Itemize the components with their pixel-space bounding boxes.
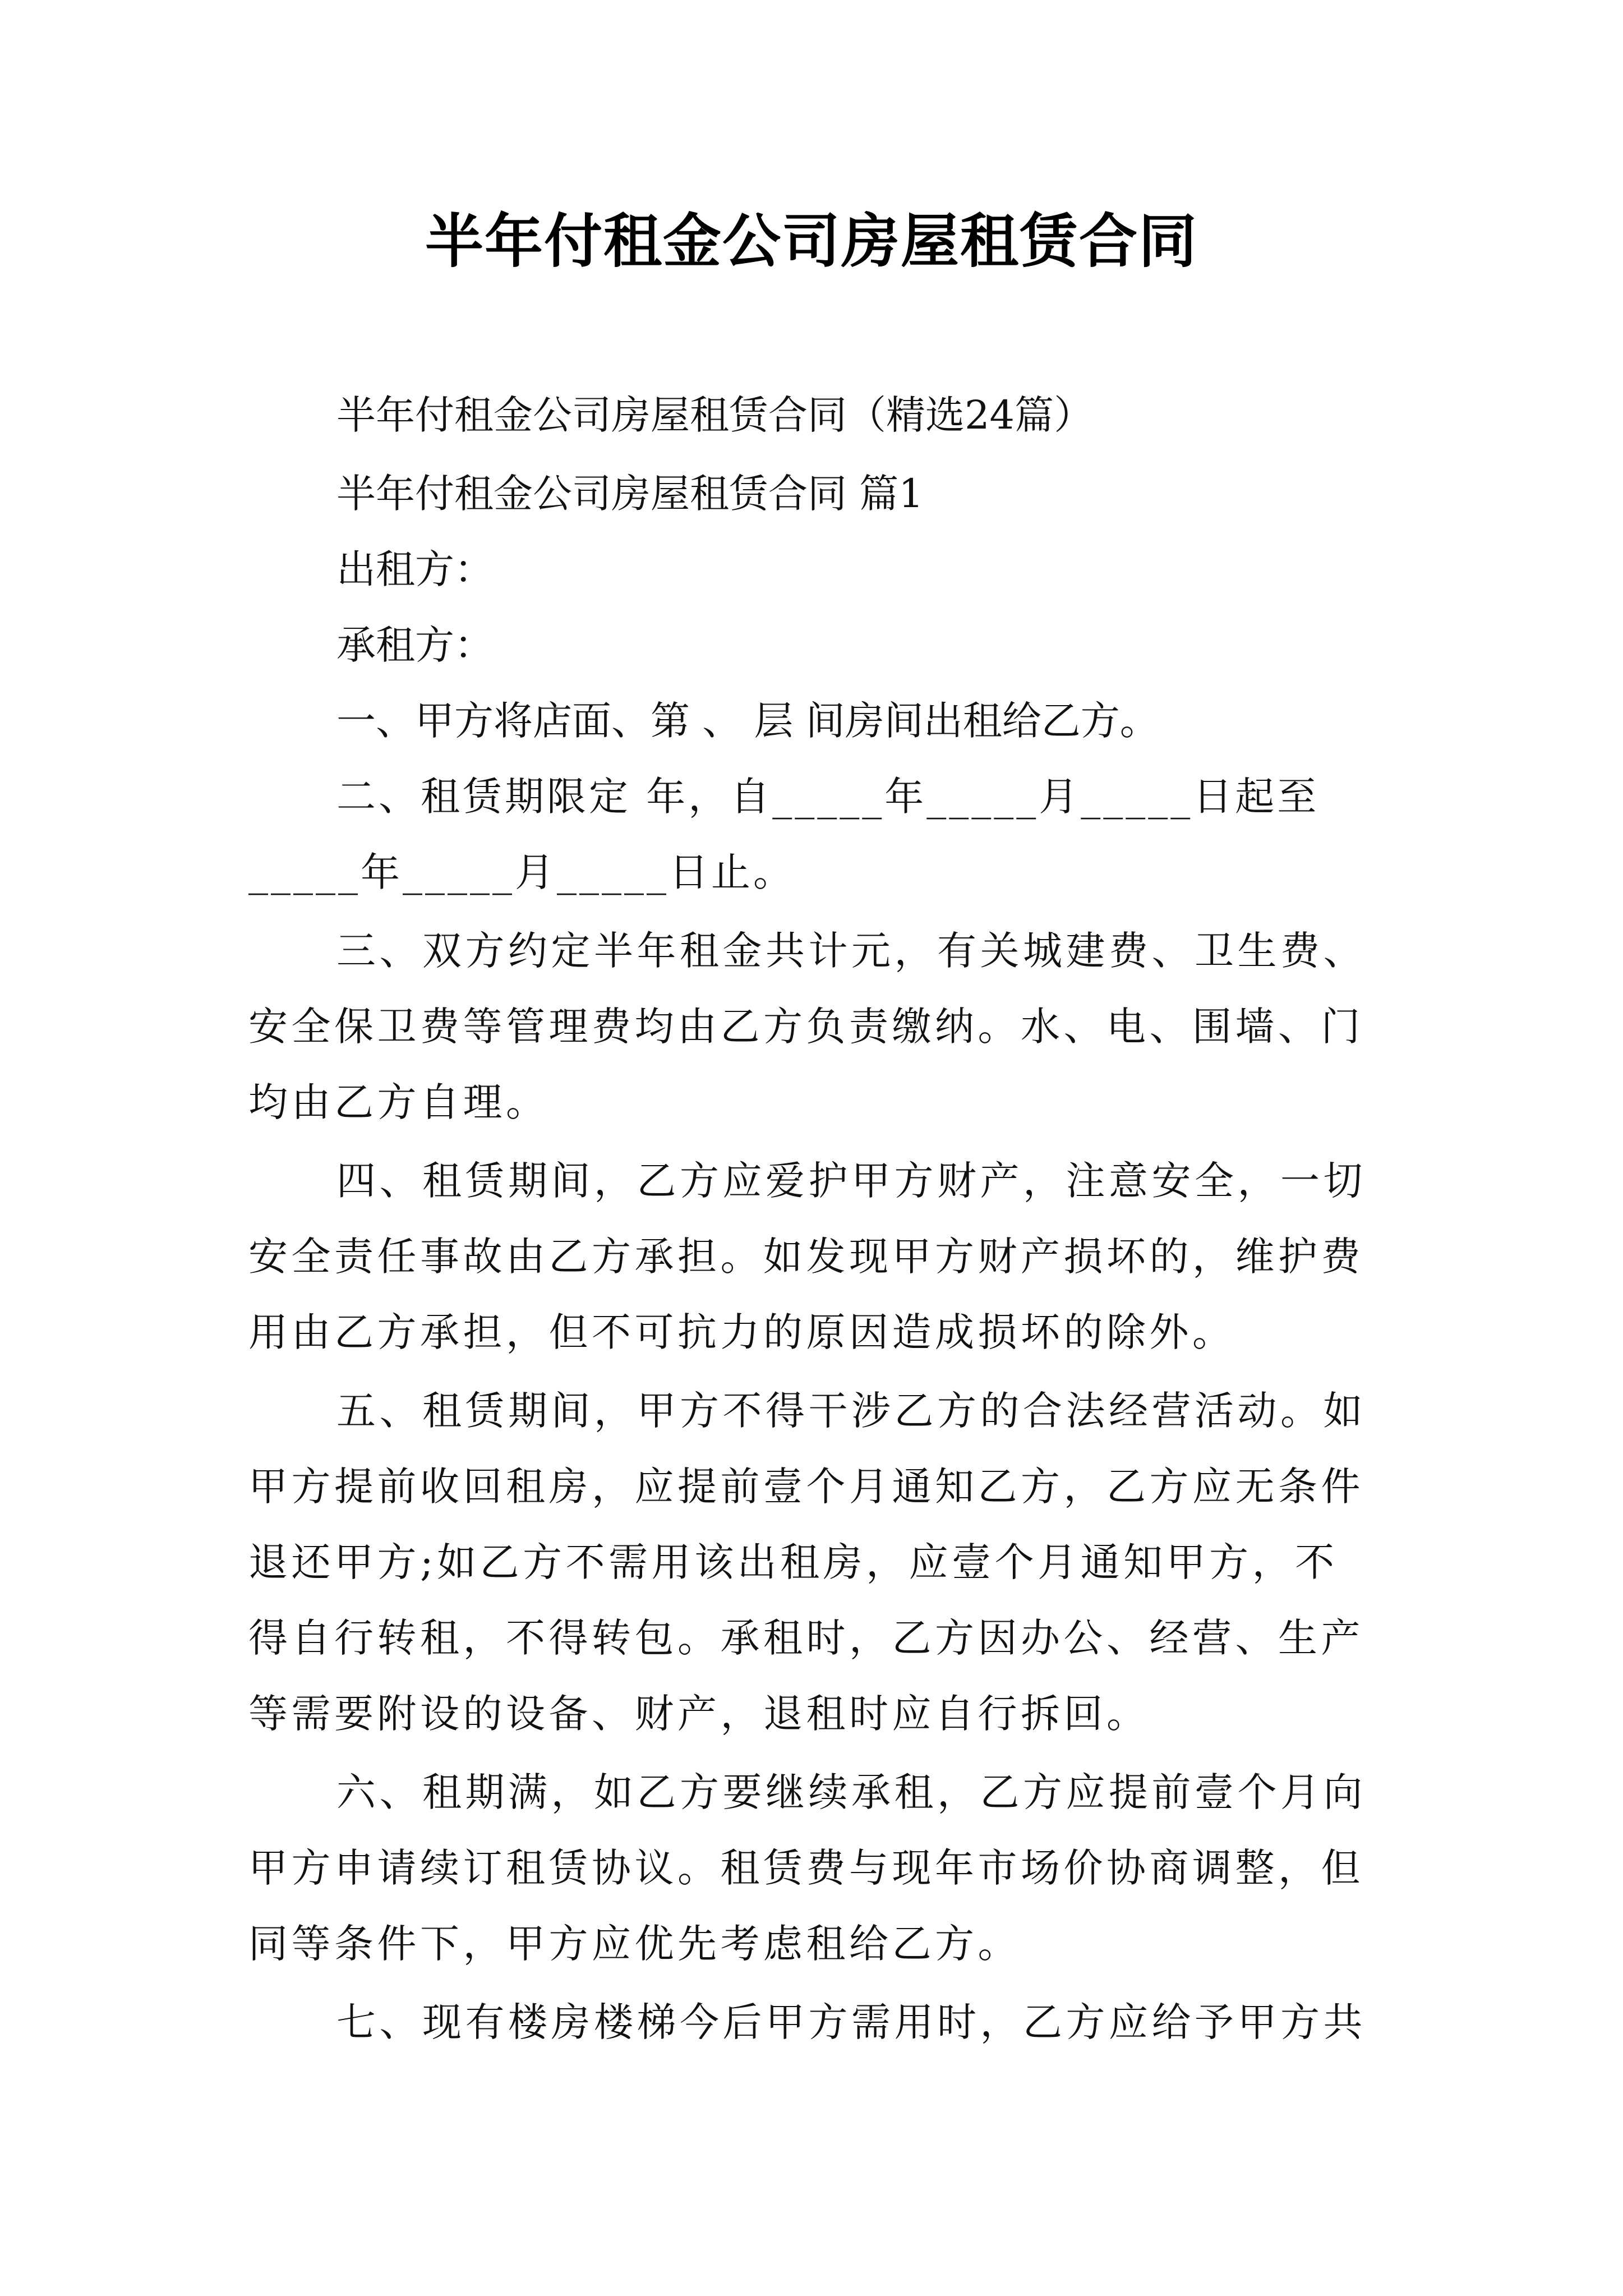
- lessor-label: 出租方：: [336, 546, 494, 592]
- clause-5-line-4: 得自行转租，不得转包。承租时，乙方因办公、经营、生产: [248, 1615, 1364, 1661]
- clause-3-line-1: 三、双方约定半年租金共计元，有关城建费、卫生费、: [336, 928, 1366, 974]
- clause-6-line-3: 同等条件下，甲方应优先考虑租给乙方。: [248, 1921, 1021, 1967]
- clause-3-line-3: 均由乙方自理。: [248, 1079, 549, 1125]
- clause-4-line-1: 四、租赁期间，乙方应爱护甲方财产，注意安全，一切: [336, 1158, 1366, 1204]
- clause-5-line-1: 五、租赁期间，甲方不得干涉乙方的合法经营活动。如: [336, 1388, 1366, 1434]
- lessee-label: 承租方：: [336, 622, 494, 668]
- clause-2-line-2: _____年_____月_____日止。: [248, 849, 795, 895]
- document-title: 半年付租金公司房屋租赁合同: [425, 206, 1198, 275]
- clause-5-line-3: 退还甲方;如乙方不需用该出租房，应壹个月通知甲方，不: [248, 1539, 1338, 1585]
- clause-3-line-2: 安全保卫费等管理费均由乙方负责缴纳。水、电、围墙、门: [248, 1004, 1364, 1050]
- clause-7-line-1: 七、现有楼房楼梯今后甲方需用时，乙方应给予甲方共: [336, 1999, 1366, 2045]
- clause-4-line-3: 用由乙方承担，但不可抗力的原因造成损坏的除外。: [248, 1309, 1235, 1355]
- clause-6-line-2: 甲方申请续订租赁协议。租赁费与现年市场价协商调整，但: [248, 1845, 1364, 1891]
- document-subtitle: 半年付租金公司房屋租赁合同（精选24篇）: [336, 392, 1094, 438]
- clause-4-line-2: 安全责任事故由乙方承担。如发现甲方财产损坏的，维护费: [248, 1234, 1364, 1280]
- clause-1: 一、甲方将店面、第 、 层 间房间出租给乙方。: [336, 698, 1159, 744]
- clause-5-line-5: 等需要附设的设备、财产，退租时应自行拆回。: [248, 1691, 1150, 1737]
- section-heading: 半年付租金公司房屋租赁合同 篇1: [336, 471, 924, 517]
- clause-2-line-1: 二、租赁期限定 年，自_____年_____月_____日起至: [336, 774, 1320, 820]
- clause-5-line-2: 甲方提前收回租房，应提前壹个月通知乙方，乙方应无条件: [248, 1464, 1364, 1510]
- clause-6-line-1: 六、租期满，如乙方要继续承租，乙方应提前壹个月向: [336, 1769, 1366, 1815]
